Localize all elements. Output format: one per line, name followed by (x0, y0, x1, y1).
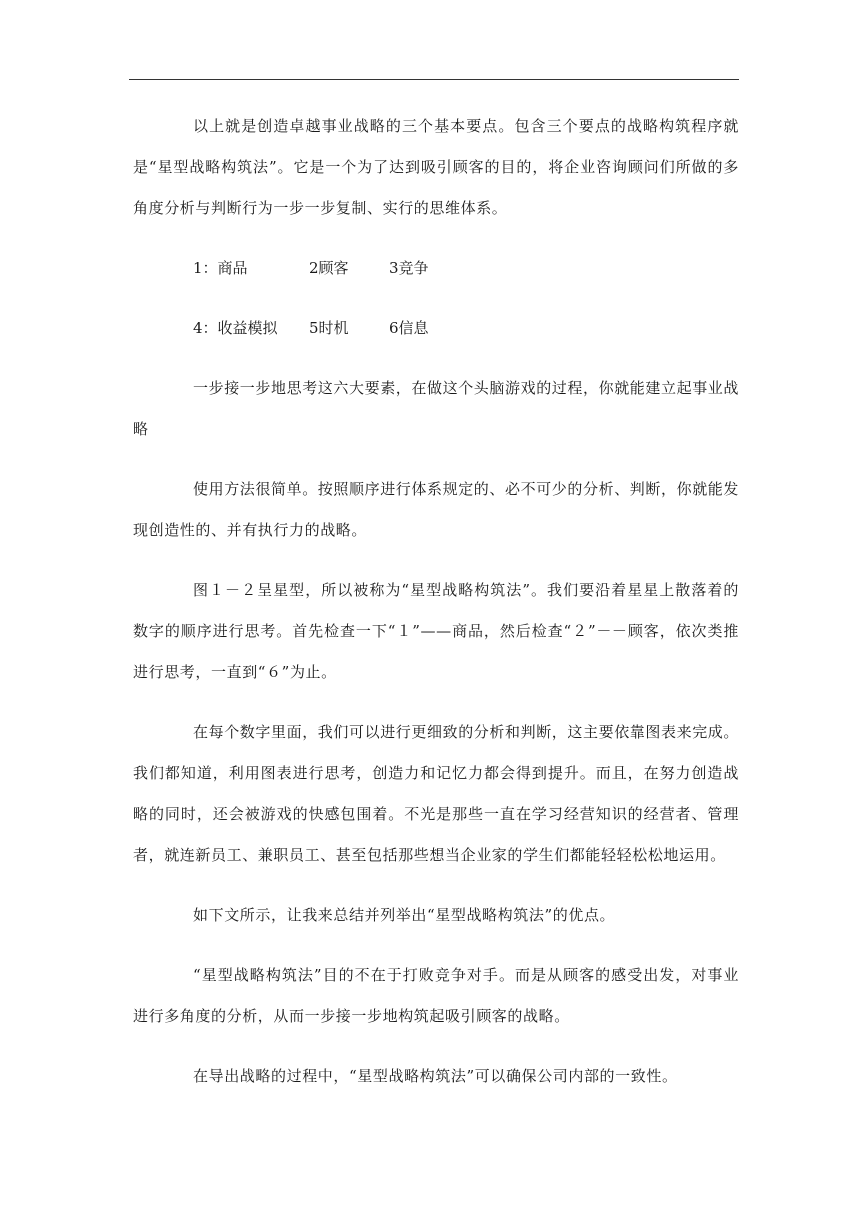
paragraph: 使用方法很简单。按照顺序进行体系规定的、必不可少的分析、判断，你就能发现创造性的、并有执行力的战略。 (133, 480, 740, 539)
list-item: 6信息 (389, 319, 429, 337)
element-list-row-1 (133, 248, 739, 289)
paragraph: “星型战略构筑法”目的不在于打败竞争对手。而是从顾客的感受出发，对事业进行多角度的分析，从而一步接一步地构筑起吸引顾客的战略。 (133, 966, 739, 1025)
document-body (133, 106, 739, 1097)
paragraph: 在每个数字里面，我们可以进行更细致的分析和判断，这主要依靠图表来完成。我们都知道，利用图表进行思考，创造力和记忆力都会得到提升。而且，在努力创造战略的同时，还会被游戏的快感包围着。不光是那些一直在学习经营知识的经营者、管理者，就连新员工、兼职员工、甚至包括那些想当企业家的学生们都能轻轻松松地运用。 (133, 723, 740, 864)
list-item: 1：商品 (193, 259, 248, 277)
list-item: 4：收益模拟 (193, 319, 278, 337)
paragraph: 在导出战略的过程中，“星型战略构筑法”可以确保公司内部的一致性。 (193, 1067, 678, 1085)
paragraph: 如下文所示，让我来总结并列举出“星型战略构筑法”的优点。 (193, 906, 616, 924)
paragraph: 图１－２呈星型，所以被称为“星型战略构筑法”。我们要沿着星星上散落着的数字的顺序进行思考。首先检查一下“１”——商品，然后检查“２”－－顾客，依次类推进行思考，一直到“６”为止。 (133, 581, 739, 681)
header-rule (129, 79, 739, 80)
paragraph: 一步接一步地思考这六大要素，在做这个头脑游戏的过程，你就能建立起事业战略 (133, 379, 740, 438)
list-item: 5时机 (309, 319, 349, 337)
paragraph: 以上就是创造卓越事业战略的三个基本要点。包含三个要点的战略构筑程序就是“星型战略构筑法”。它是一个为了达到吸引顾客的目的，将企业咨询顾问们所做的多角度分析与判断行为一步一步复制、实行的思维体系。 (133, 117, 739, 217)
element-list-row-2 (133, 308, 739, 349)
list-item: 2顾客 (309, 259, 349, 277)
list-item: 3竞争 (389, 259, 429, 277)
